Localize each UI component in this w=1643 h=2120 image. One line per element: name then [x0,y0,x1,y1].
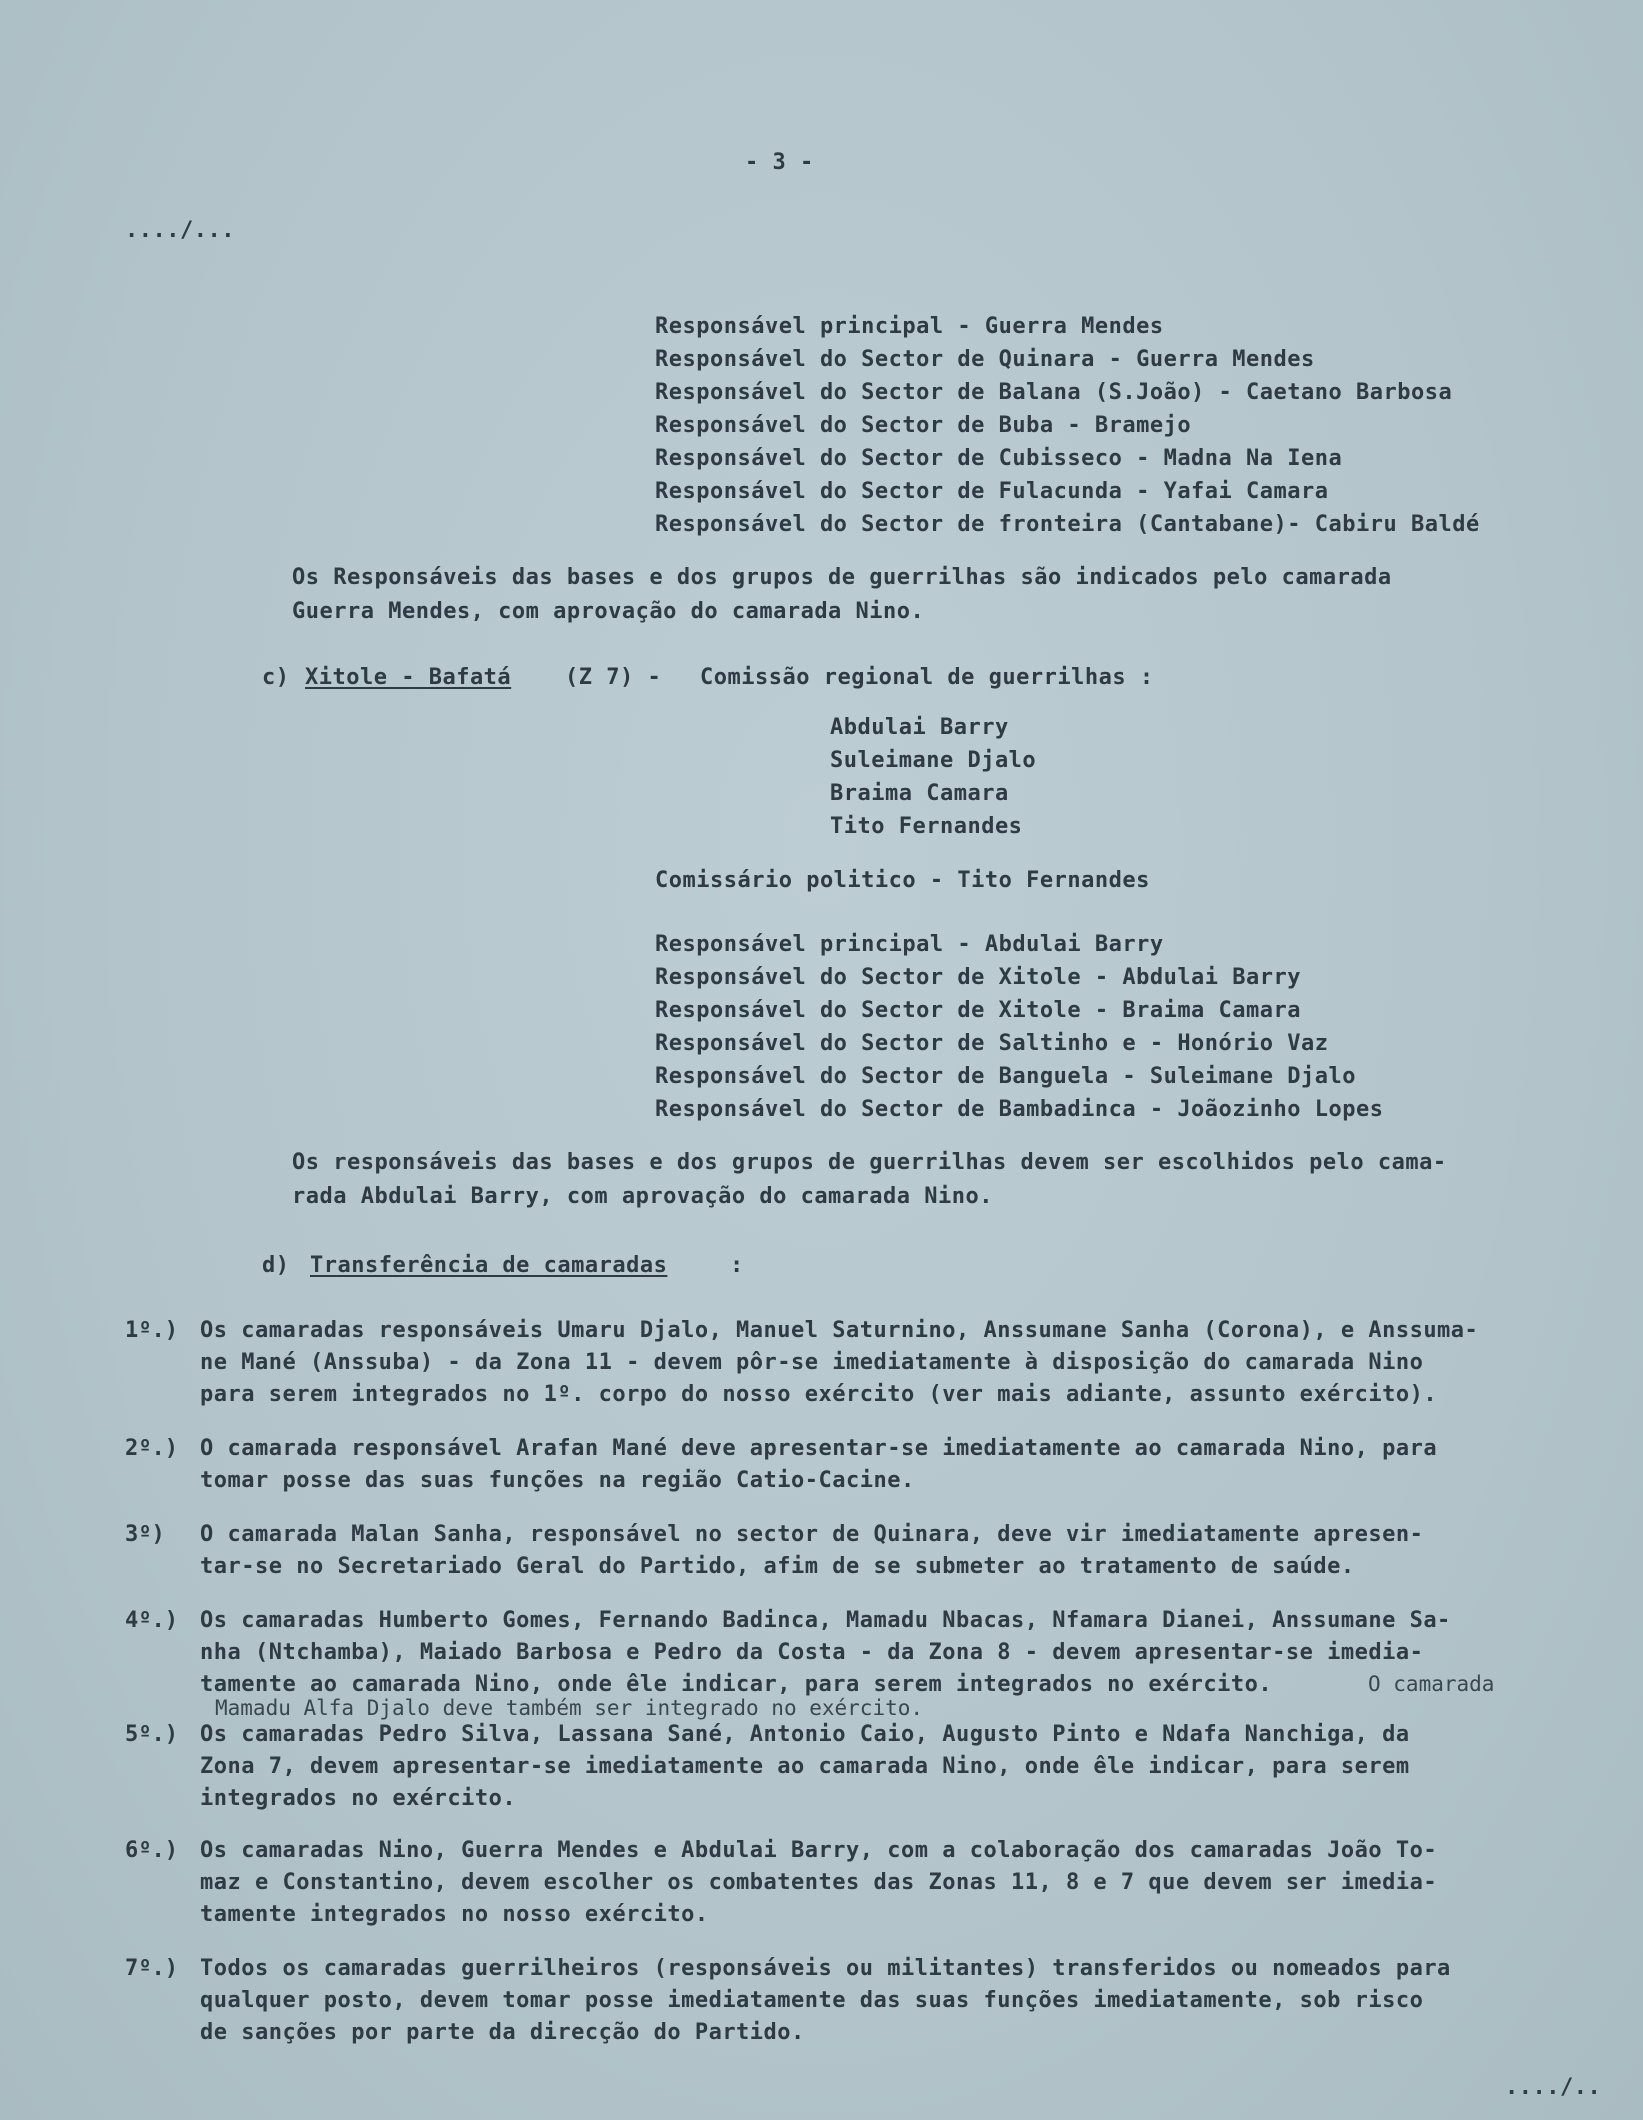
item-line: tomar posse das suas funções na região Catio-Cacine. [200,1468,915,1493]
handwritten-addition: O camarada [1368,1672,1495,1696]
item-line: para serem integrados no 1º. corpo do nosso exército (ver mais adiante, assunto exército). [200,1382,1438,1407]
item-line: maz e Constantino, devem escolher os combatentes das Zonas 11, 8 e 7 que devem ser imedia- [200,1870,1438,1895]
section-d-label: d) [262,1253,290,1278]
list-item: Responsável do Sector de Balana (S.João) - Caetano Barbosa [655,380,1453,405]
item-line: O camarada responsável Arafan Mané deve apresentar-se imediatamente ao camarada Nino, para [200,1436,1438,1461]
item-number: 1º.) [125,1318,178,1343]
list-item: Responsável principal - Guerra Mendes [655,314,1164,339]
list-item: Responsável do Sector de Xitole - Braima Camara [655,998,1302,1023]
section-c-note: Os responsáveis das bases e dos grupos de guerrilhas devem ser escolhidos pelo cama- [292,1150,1447,1175]
item-line: O camarada Malan Sanha, responsável no sector de Quinara, deve vir imediatamente apresen- [200,1522,1424,1547]
item-line: tar-se no Secretariado Geral do Partido, afim de se submeter ao tratamento de saúde. [200,1554,1355,1579]
list-item: Responsável do Sector de fronteira (Cantabane)- Cabiru Baldé [655,512,1480,537]
item-line: tamente ao camarada Nino, onde êle indicar, para serem integrados no exército. [200,1672,1273,1697]
item-line: Os camaradas responsáveis Umaru Djalo, Manuel Saturnino, Anssumane Sanha (Corona), e Anssuma- [200,1318,1479,1343]
item-line: Todos os camaradas guerrilheiros (responsáveis ou militantes) transferidos ou nomeados para [200,1956,1451,1981]
continuation-marker-bottom: ..../.. [1505,2075,1602,2100]
section-d-title: Transferência de camaradas [310,1253,668,1278]
item-line: ne Mané (Anssuba) - da Zona 11 - devem pôr-se imediatamente à disposição do camarada Nino [200,1350,1424,1375]
page-number: - 3 - [745,150,814,175]
list-item: Suleimane Djalo [830,748,1037,773]
item-number: 7º.) [125,1956,178,1981]
handwritten-addition: Mamadu Alfa Djalo deve também ser integrado no exército. [215,1696,924,1720]
list-item: Responsável do Sector de Fulacunda - Yafai Camara [655,479,1329,504]
section-c-label: c) [262,665,290,690]
list-item: Responsável do Sector de Bambadinca - Joãozinho Lopes [655,1097,1384,1122]
section-b-note: Guerra Mendes, com aprovação do camarada Nino. [292,599,925,624]
section-c-commission: Comissão regional de guerrilhas : [700,665,1154,690]
item-number: 4º.) [125,1608,178,1633]
list-item: Tito Fernandes [830,814,1023,839]
item-number: 5º.) [125,1722,178,1747]
item-number: 6º.) [125,1838,178,1863]
item-line: nha (Ntchamba), Maiado Barbosa e Pedro da Costa - da Zona 8 - devem apresentar-se imedia- [200,1640,1424,1665]
list-item: Responsável do Sector de Saltinho e - Honório Vaz [655,1031,1329,1056]
section-c-title: Xitole - Bafatá [305,665,512,690]
item-line: Os camaradas Nino, Guerra Mendes e Abdulai Barry, com a colaboração dos camaradas João To- [200,1838,1438,1863]
item-line: Os camaradas Humberto Gomes, Fernando Badinca, Mamadu Nbacas, Nfamara Dianei, Anssumane Sa- [200,1608,1451,1633]
item-line: integrados no exército. [200,1786,517,1811]
item-line: Zona 7, devem apresentar-se imediatamente ao camarada Nino, onde êle indicar, para serem [200,1754,1410,1779]
section-d-colon: : [730,1253,744,1278]
section-c-zone: (Z 7) - [565,665,662,690]
item-number: 2º.) [125,1436,178,1461]
item-line: tamente integrados no nosso exército. [200,1902,709,1927]
item-line: qualquer posto, devem tomar posse imediatamente das suas funções imediatamente, sob risco [200,1988,1424,2013]
list-item: Abdulai Barry [830,715,1009,740]
list-item: Responsável do Sector de Quinara - Guerra Mendes [655,347,1315,372]
item-line: de sanções por parte da direcção do Partido. [200,2020,805,2045]
list-item: Responsável do Sector de Banguela - Suleimane Djalo [655,1064,1357,1089]
list-item: Responsável do Sector de Buba - Bramejo [655,413,1192,438]
item-number: 3º) [125,1522,165,1547]
section-c-note: rada Abdulai Barry, com aprovação do camarada Nino. [292,1184,994,1209]
list-item: Braima Camara [830,781,1009,806]
section-b-note: Os Responsáveis das bases e dos grupos de guerrilhas são indicados pelo camarada [292,565,1392,590]
section-c-commissar: Comissário politico - Tito Fernandes [655,868,1150,893]
continuation-marker-top: ..../... [125,218,235,243]
item-line: Os camaradas Pedro Silva, Lassana Sané, Antonio Caio, Augusto Pinto e Ndafa Nanchiga, da [200,1722,1410,1747]
list-item: Responsável do Sector de Xitole - Abdulai Barry [655,965,1302,990]
list-item: Responsável do Sector de Cubisseco - Madna Na Iena [655,446,1343,471]
list-item: Responsável principal - Abdulai Barry [655,932,1164,957]
